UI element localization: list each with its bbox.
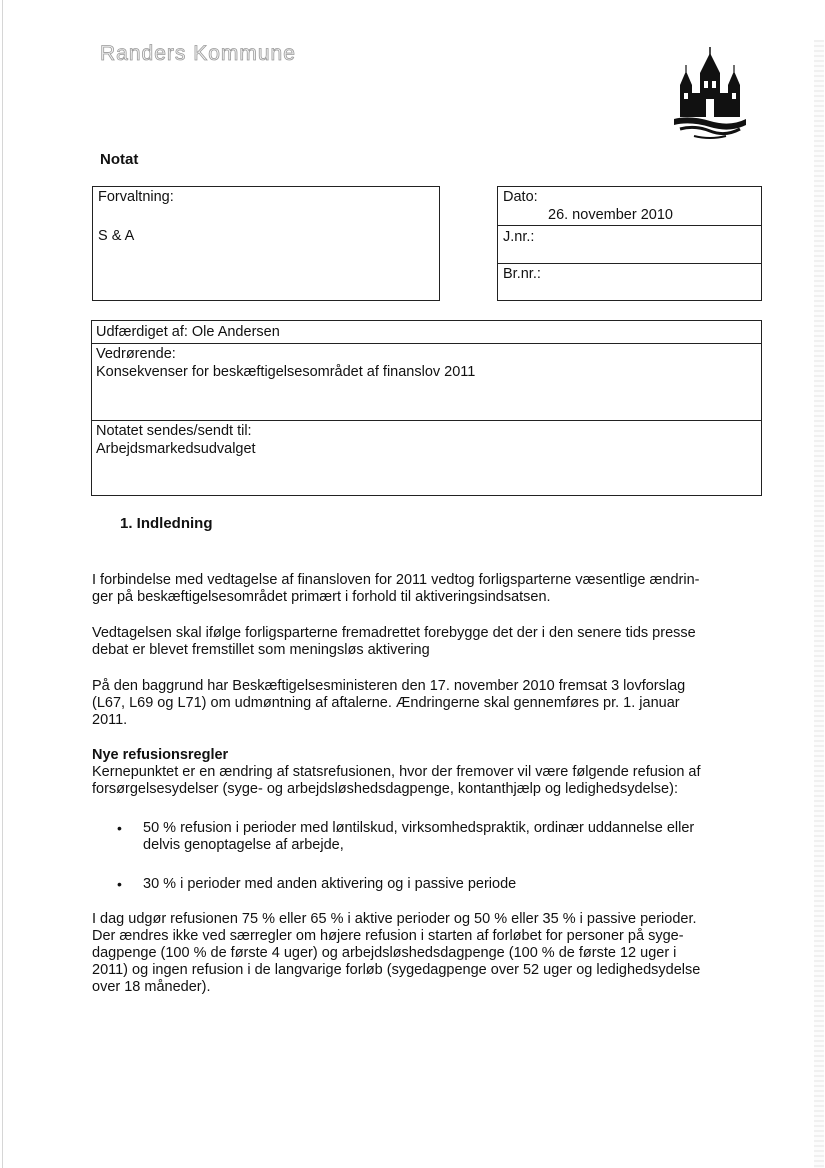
paragraph-line: ger på beskæftigelsesområdet primært i forhold til aktiveringsindsatsen. xyxy=(92,589,551,605)
info-box xyxy=(91,320,762,496)
paragraph-line: I forbindelse med vedtagelse af finansloven for 2011 vedtog forligsparterne væsentlige ændrin- xyxy=(92,572,700,588)
organization-name: Randers Kommune xyxy=(100,42,296,65)
forvaltning-value: S & A xyxy=(98,228,135,244)
scan-edge-right xyxy=(814,40,824,1168)
paragraph-5 xyxy=(92,911,742,996)
scan-edge-left xyxy=(2,0,3,1168)
paragraph-3 xyxy=(92,678,742,729)
bullet-marker: • xyxy=(117,876,122,892)
section-heading: 1. Indledning xyxy=(120,515,213,532)
refusion-section xyxy=(92,747,742,798)
paragraph-line: (L67, L69 og L71) om udmøntning af aftalerne. Ændringerne skal gennemføres pr. 1. januar xyxy=(92,695,680,711)
bullet-line: 50 % refusion i perioder med løntilskud, virksomhedspraktik, ordinær uddannelse eller xyxy=(143,820,695,836)
dato-label: Dato: xyxy=(503,189,538,205)
dato-value: 26. november 2010 xyxy=(548,207,673,223)
vedrorende-divider xyxy=(91,420,762,421)
bullet-item-2 xyxy=(143,876,743,893)
subheading: Nye refusionsregler xyxy=(92,747,229,763)
paragraph-line: over 18 måneder). xyxy=(92,979,211,995)
paragraph-line: Kernepunktet er en ændring af statsrefusionen, hvor der fremover vil være følgende refusion af xyxy=(92,764,701,780)
vedrorende-label: Vedrørende: xyxy=(96,346,176,362)
paragraph-line: debat er blevet fremstillet som meningsløs aktivering xyxy=(92,642,430,658)
udfaerdiget-divider xyxy=(91,343,762,344)
paragraph-line: Vedtagelsen skal ifølge forligsparterne fremadrettet forebygge det der i den senere tids presse xyxy=(92,625,696,641)
document-type-title: Notat xyxy=(100,151,139,168)
sendes-label: Notatet sendes/sendt til: xyxy=(96,423,252,439)
paragraph-line: 2011. xyxy=(92,712,128,728)
paragraph-1 xyxy=(92,572,742,606)
paragraph-2 xyxy=(92,625,742,659)
paragraph-line: dagpenge (100 % de første 4 uger) og arbejdsløshedsdagpenge (100 % de første 12 uger i xyxy=(92,945,677,961)
dato-divider xyxy=(497,225,762,226)
sendes-value: Arbejdsmarkedsudvalget xyxy=(96,441,256,457)
paragraph-line: Der ændres ikke ved særregler om højere refusion i starten af forløbet for personer på syge- xyxy=(92,928,684,944)
udfaerdiget-af: Udfærdiget af: Ole Andersen xyxy=(96,324,280,340)
jnr-divider xyxy=(497,263,762,264)
forvaltning-label: Forvaltning: xyxy=(98,189,174,205)
jnr-label: J.nr.: xyxy=(503,229,535,245)
paragraph-line: forsørgelsesydelser (syge- og arbejdsløshedsdagpenge, kontanthjælp og ledighedsydelse): xyxy=(92,781,678,797)
paragraph-line: I dag udgør refusionen 75 % eller 65 % i aktive perioder og 50 % eller 35 % i passive perioder. xyxy=(92,911,697,927)
paragraph-line: På den baggrund har Beskæftigelsesministeren den 17. november 2010 fremsat 3 lovforslag xyxy=(92,678,686,694)
bullet-line: delvis genoptagelse af arbejde, xyxy=(143,837,344,853)
bullet-line: 30 % i perioder med anden aktivering og i passive periode xyxy=(143,876,517,892)
vedrorende-value: Konsekvenser for beskæftigelsesområdet af finanslov 2011 xyxy=(96,364,476,380)
bullet-marker: • xyxy=(117,820,122,836)
randers-coat-of-arms-icon xyxy=(670,45,750,140)
bullet-item-1 xyxy=(143,820,743,854)
brnr-label: Br.nr.: xyxy=(503,266,541,282)
paragraph-line: 2011) og ingen refusion i de langvarige forløb (sygedagpenge over 52 uger og ledighedsydelse xyxy=(92,962,701,978)
